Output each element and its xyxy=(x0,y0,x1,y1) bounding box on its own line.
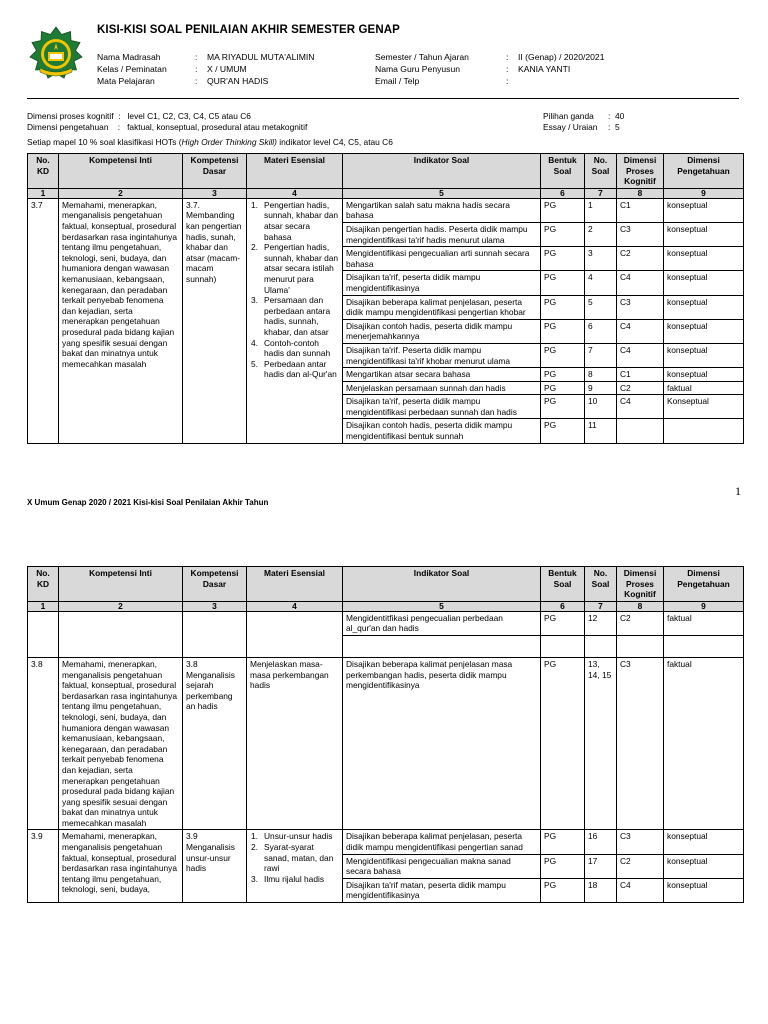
dimension-info: Dimensi proses kognitif : level C1, C2, C3, C4, C5 atau C6 Dimensi pengetahuan : faktual, konseptual, prosedural atau metakognitif xyxy=(27,111,308,133)
table-row: Disajikan ta'rif, peserta didik mampu mengidentifikasi perbedaan sunnah dan hadis PG 10 C4 Konseptual xyxy=(28,395,744,419)
table-row: Disajikan contoh hadis, peserta didik mampu menerjemahkannya PG 6 C4 konseptual xyxy=(28,319,744,343)
table-row: Disajikan pengertian hadis. Peserta didik mampu mengidentifikasi ta'rif hadis menurut ulama PG 2 C3 konseptual xyxy=(28,222,744,246)
table-row: Menjelaskan persamaan sunnah dan hadis PG 9 C2 faktual xyxy=(28,381,744,395)
table-header-row xyxy=(28,154,744,189)
column-number-row: 1 2 3 4 5 6 7 8 9 xyxy=(28,188,744,198)
info-nama-madrasah: Nama Madrasah : MA RIYADUL MUTA'ALIMIN xyxy=(97,52,315,62)
kd-number: 3.9 xyxy=(28,830,59,903)
kompetensi-dasar-text: 3.7. Membanding kan pengertian hadis, sunah, khabar dan atsar (macam-macam sunnah) xyxy=(183,198,247,443)
table-row xyxy=(28,198,744,222)
kisi-kisi-table-page1 xyxy=(27,153,744,444)
kompetensi-dasar-text: 3.8 Menganalisis sejarah perkembang an hadis xyxy=(183,657,247,830)
list-item: 1. Unsur-unsur hadis xyxy=(251,831,333,842)
header-info-left xyxy=(97,51,314,88)
list-item: 2. Pengertian hadis, sunnah, khabar dan atsar secara istilah menurut para Ulama' xyxy=(251,242,339,295)
info-email: Email / Telp : xyxy=(375,76,509,87)
info-mata-pelajaran: Mata Pelajaran : QUR'AN HADIS xyxy=(97,76,269,87)
kemenag-logo-icon xyxy=(26,26,86,86)
table-row: Mengidentifikasi pengecualian makna sanad secara bahasa PG 17 C2 konseptual xyxy=(28,854,744,878)
header-dimensi-kognitif: Dimensi Proses Kognitif xyxy=(617,154,664,189)
materi-esensial-list xyxy=(247,830,343,903)
indikator-cell: Mengartikan salah satu makna hadis secara bahasa xyxy=(343,198,541,222)
info-kelas: Kelas / Peminatan : X / UMUM xyxy=(97,64,247,75)
header-divider xyxy=(27,98,739,99)
pengetahuan-cell: konseptual xyxy=(664,198,744,222)
list-item: 3. Persamaan dan perbedaan antara hadis, sunnah, khabar, dan atsar xyxy=(251,295,331,337)
list-item: 3. Ilmu rijalul hadis xyxy=(251,873,325,884)
kd-number: 3.7 xyxy=(28,198,59,443)
materi-esensial-list xyxy=(247,198,343,443)
header-materi-esensial: Materi Esensial xyxy=(247,154,343,189)
header-info-right xyxy=(375,51,604,88)
list-item: 4. Contoh-contoh hadis dan sunnah xyxy=(251,337,331,359)
kisi-kisi-table-page2 xyxy=(27,566,744,903)
list-item: 1. Pengertian hadis, sunnah, khabar dan atsar secara bahasa xyxy=(251,199,339,242)
table-row: Mengidentitfikasi pengecualian perbedaan al_qur'an dan hadis PG 12 C2 faktual xyxy=(28,611,744,635)
table-row: Disajikan ta'rif. Peserta didik mampu mengidentifikasi ta'rif khobar menurut ulama PG 7 C4 konseptual xyxy=(28,343,744,367)
info-guru: Nama Guru Penyusun : KANIA YANTI xyxy=(375,64,571,75)
kompetensi-inti-text: Memahami, menerapkan, menganalisis pengetahuan faktual, konseptual, prosedural berdasarkan rasa ingintahunya tentang ilmu pengetahuan, teknologi, seni, budaya, dan humaniora dengan wawasan kemanusiaan, kebangsaan, kenegaraan, dan peradaban terkait penyebab fenomena dan kejadian, serta menerapkan pengetahuan prosedural pada bidang kajian yang spesifik sesuai dengan bakat dan minatnya untuk memecahkan masalah xyxy=(59,198,183,443)
kd-number: 3.8 xyxy=(28,657,59,830)
header-kompetensi-dasar: Kompetensi Dasar xyxy=(183,154,247,189)
list-item: 2. Syarat-syarat sanad, matan, dan rawi xyxy=(251,842,334,874)
kognitif-cell: C1 xyxy=(617,198,664,222)
header-kompetensi-inti: Kompetensi Inti xyxy=(59,154,183,189)
header-bentuk-soal: Bentuk Soal xyxy=(541,154,585,189)
page-number: 1 xyxy=(735,484,741,498)
question-count-info: Pilihan ganda : 40 Essay / Uraian : 5 xyxy=(543,111,625,133)
page-footer: X Umum Genap 2020 / 2021 Kisi-kisi Soal Penilaian Akhir Tahun xyxy=(27,498,269,507)
header-no-kd: No. KD xyxy=(28,154,59,189)
materi-esensial-text: Menjelaskan masa-masa perkembangan hadis xyxy=(247,657,343,830)
header-dimensi-pengetahuan: Dimensi Pengetahuan xyxy=(664,154,744,189)
table-row: 3.9 Memahami, menerapkan, menganalisis pengetahuan faktual, konseptual, prosedural berdasarkan rasa ingintahunya tentang ilmu pengetahuan, teknologi, seni, budaya, 3.9 Menganalisis unsur-unsur hadis 1. Unsur-unsur hadis 2. Syarat-syarat sanad, matan, dan rawi 3. Ilmu rijalul hadis Disajikan beberapa kalimat penjelasan, peserta didik mampu mengidentifikasi pengertian sanad PG 16 C3 konseptual xyxy=(28,830,744,854)
list-item: 5. Perbedaan antar hadis dan al-Qur'an xyxy=(251,358,337,380)
table-row: 3.8 Memahami, menerapkan, menganalisis pengetahuan faktual, konseptual, prosedural berdasarkan rasa ingintahunya tentang ilmu pengetahuan, teknologi, seni, budaya, dan humaniora dengan wawasan kemanusiaan, kebangsaan, kenegaraan, dan peradaban terkait penyebab fenomena dan kejadian, serta menerapkan pengetahuan prosedural pada bidang kajian yang spesifik sesuai dengan bakat dan minatnya untuk memecahkan masalah 3.8 Menganalisis sejarah perkembang an hadis Menjelaskan masa-masa perkembangan hadis Disajikan beberapa kalimat penjelasan masa perkembangan hadis, peserta didik mampu mengidentifikasinya PG 13, 14, 15 C3 faktual xyxy=(28,657,744,830)
document-title: KISI-KISI SOAL PENILAIAN AKHIR SEMESTER GENAP xyxy=(97,24,400,36)
kompetensi-inti-text: Memahami, menerapkan, menganalisis pengetahuan faktual, konseptual, prosedural berdasarkan rasa ingintahunya tentang ilmu pengetahuan, teknologi, seni, budaya, dan humaniora dengan wawasan kemanusiaan, kebangsaan, kenegaraan, dan peradaban terkait penyebab fenomena dan kejadian, serta menerapkan pengetahuan prosedural pada bidang kajian yang spesifik sesuai dengan bakat dan minatnya untuk memecahkan masalah xyxy=(59,657,183,830)
table-row: Disajikan ta'rif, peserta didik mampu mengidentifikasinya PG 4 C4 konseptual xyxy=(28,271,744,295)
table-row: Disajikan ta'rif matan, peserta didik mampu mengidentifikasinya PG 18 C4 konseptual xyxy=(28,878,744,902)
header-no-soal: No. Soal xyxy=(585,154,617,189)
kompetensi-dasar-text: 3.9 Menganalisis unsur-unsur hadis xyxy=(183,830,247,903)
kompetensi-inti-text: Memahami, menerapkan, menganalisis pengetahuan faktual, konseptual, prosedural berdasarkan rasa ingintahunya tentang ilmu pengetahuan, teknologi, seni, budaya, xyxy=(59,830,183,903)
info-semester: Semester / Tahun Ajaran : II (Genap) / 2020/2021 xyxy=(375,52,605,62)
table-row: Disajikan beberapa kalimat penjelasan, peserta didik mampu mengidentifikasi pengertian khobar PG 5 C3 konseptual xyxy=(28,295,744,319)
header-indikator-soal: Indikator Soal xyxy=(343,154,541,189)
table-row: Mengartikan atsar secara bahasa PG 8 C1 konseptual xyxy=(28,368,744,382)
table-row: Mengidentifikasi pengecualian arti sunnah secara bahasa PG 3 C2 konseptual xyxy=(28,247,744,271)
table-header-row: No. KD Kompetensi Inti Kompetensi Dasar Materi Esensial Indikator Soal Bentuk Soal No. Soal Dimensi Proses Kognitif Dimensi Pengetahuan xyxy=(28,567,744,602)
column-number-row: 1 2 3 4 5 6 7 8 9 xyxy=(28,601,744,611)
table-row: Disajikan contoh hadis, peserta didik mampu mengidentifikasi bentuk sunnah PG 11 xyxy=(28,419,744,443)
bentuk-cell: PG xyxy=(541,198,585,222)
hots-classification-note: Setiap mapel 10 % soal klasifikasi HOTs (High Order Thinking Skill) indikator level C4, C5, atau C6 xyxy=(27,137,393,147)
no-soal-cell: 1 xyxy=(585,198,617,222)
